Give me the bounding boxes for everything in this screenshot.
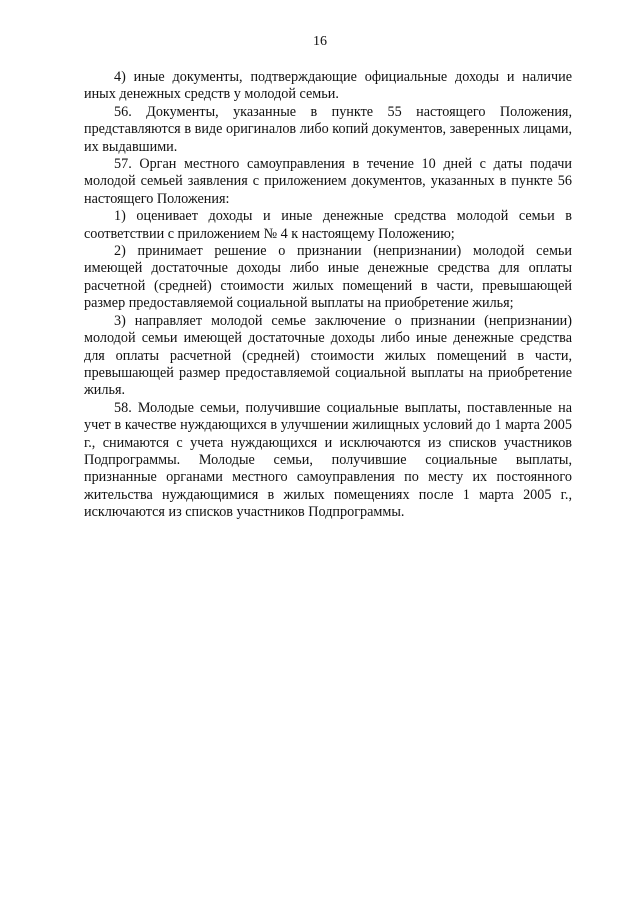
paragraph-57: 57. Орган местного самоуправления в течение 10 дней с даты подачи молодой семьей заявления с приложением документов, указанных в пункте 56 настоящего Положения: bbox=[84, 156, 572, 207]
paragraph-57-item-2: 2) принимает решение о признании (непризнании) молодой семьи имеющей достаточные доходы либо иные денежные средства для оплаты расчетной (средней) стоимости жилых помещений в части, превышающей размер предоставляемой социальной выплаты на приобретение жилья; bbox=[84, 243, 572, 312]
paragraph-57-item-3: 3) направляет молодой семье заключение о признании (непризнании) молодой семьи имеющей достаточные доходы либо иные денежные средства для оплаты расчетной (средней) стоимости жилых помещений в части, превышающей размер предоставляемой социальной выплаты на приобретение жилья. bbox=[84, 312, 572, 399]
paragraph-58: 58. Молодые семьи, получившие социальные выплаты, поставленные на учет в качестве нуждающихся в улучшении жилищных условий до 1 марта 2005 г., снимаются с учета нуждающихся и исключаются из списков участников Подпрограммы. Молодые семьи, получившие социальные выплаты, признанные органами местного самоуправления по месту их постоянного жительства нуждающимися в жилых помещениях после 1 марта 2005 г., исключаются из списков участников Подпрограммы. bbox=[84, 399, 572, 521]
paragraph-57-item-1: 1) оценивает доходы и иные денежные средства молодой семьи в соответствии с приложением № 4 к настоящему Положению; bbox=[84, 208, 572, 242]
page-number: 16 bbox=[313, 34, 327, 49]
document-body bbox=[84, 69, 572, 522]
paragraph-item-4: 4) иные документы, подтверждающие официальные доходы и наличие иных денежных средств у молодой семьи. bbox=[84, 69, 572, 103]
paragraph-56: 56. Документы, указанные в пункте 55 настоящего Положения, представляются в виде оригиналов либо копий документов, заверенных лицами, их выдавшими. bbox=[84, 103, 572, 155]
